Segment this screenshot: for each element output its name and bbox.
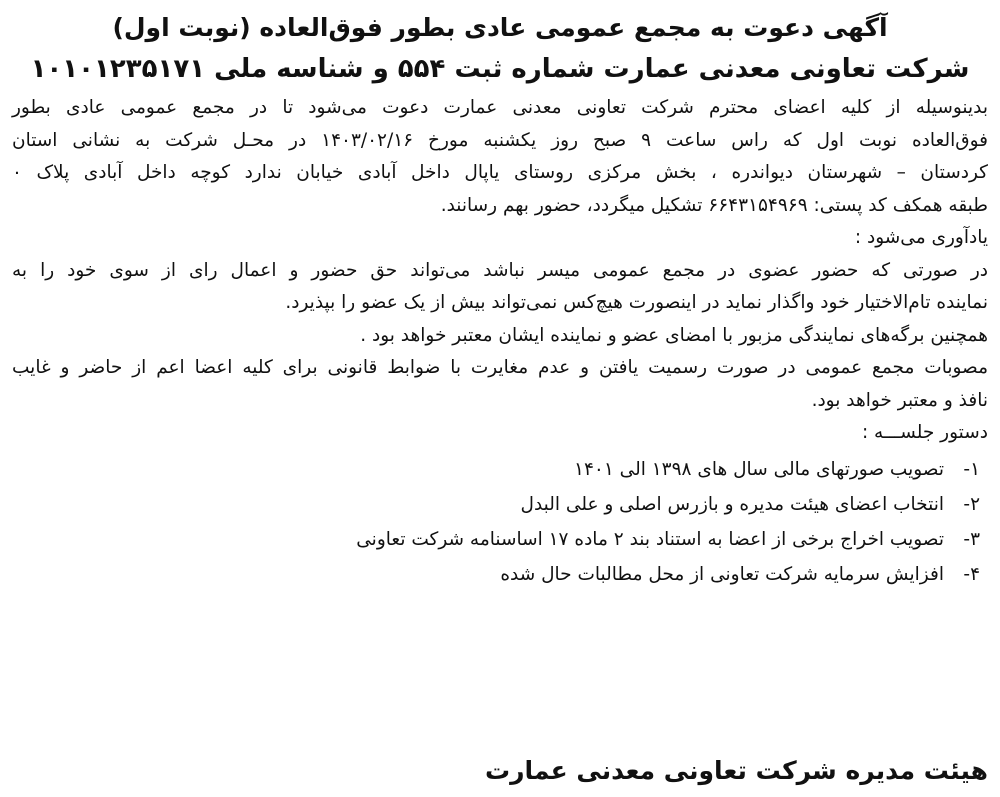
invitation-paragraph (12, 92, 988, 222)
proxy-line-2: نماینده تام‌الاختیار خود واگذار نماید در اینصورت هیچ‌کس نمی‌تواند بیش از یک عضو را بپذیرد. (285, 292, 988, 313)
agenda-label: دستور جلســـه : (861, 422, 988, 443)
agenda-item (12, 522, 980, 557)
proxy-line-1: در صورتی که حضور عضوی در مجمع عمومی میسر نباشد می‌تواند حق حضور و اعمال رای از سوی خود را به (12, 259, 988, 281)
resolutions-paragraph (12, 352, 988, 417)
announcement-title: آگهی دعوت به مجمع عمومی عادی بطور فوق‌العاده (نوبت اول) (112, 13, 888, 42)
agenda-list (12, 452, 988, 592)
resolutions-line-1: مصوبات مجمع عمومی در صورت رسمیت یافتن و عدم مغایرت با ضوابط قانونی برای کلیه اعضا اعم از حاضر و غایب (12, 357, 988, 378)
invitation-line-2: فوق‌العاده نوبت اول که راس ساعت ۹ صبح روز یکشنبه مورخ ۱۴۰۳/۰۲/۱۶ در محـل شرکت به نشانی استان (12, 129, 988, 151)
agenda-item-number: ۴- (963, 563, 980, 585)
invitation-line-4: طبقه همکف کد پستی: ۶۶۴۳۱۵۴۹۶۹ تشکیل میگردد، حضور بهم رسانند. (440, 194, 988, 216)
proxy-forms-note: همچنین برگه‌های نمایندگی مزبور با امضای عضو و نماینده ایشان معتبر خواهد بود . (360, 324, 988, 346)
agenda-item-text: تصویب صورتهای مالی سال های ۱۳۹۸ الی ۱۴۰۱ (574, 458, 944, 480)
agenda-item (12, 452, 980, 487)
resolutions-line-2: نافذ و معتبر خواهد بود. (811, 389, 988, 411)
agenda-item (12, 557, 980, 592)
agenda-item-text: انتخاب اعضای هیئت مدیره و بازرس اصلی و علی البدل (520, 493, 944, 515)
agenda-item-text: افزایش سرمایه شرکت تعاونی از محل مطالبات حال شده (500, 563, 944, 585)
agenda-item-number: ۱- (963, 458, 980, 480)
reminder-label: یادآوری می‌شود : (854, 227, 988, 248)
invitation-line-1: بدینوسیله از کلیه اعضای محترم شرکت تعاونی معدنی عمارت دعوت می‌شود تا در مجمع عمومی عادی بطور (12, 97, 988, 118)
invitation-line-3: کردستان – شهرستان دیواندره ، بخش مرکزی روستای یاپال داخل آبادی خیابان ندارد کوچه داخل آبادی پلاک ۰ (12, 162, 988, 183)
company-registration-title: شرکت تعاونی معدنی عمارت شماره ثبت ۵۵۴ و شناسه ملی ۱۰۱۰۱۲۳۵۱۷۱ (30, 54, 970, 84)
agenda-item-number: ۳- (963, 528, 980, 550)
agenda-item-number: ۲- (963, 493, 980, 515)
agenda-item-text: تصویب اخراج برخی از اعضا به استناد بند ۲ ماده ۱۷ اساسنامه شرکت تعاونی (356, 528, 944, 550)
board-signature: هیئت مدیره شرکت تعاونی معدنی عمارت (484, 756, 988, 785)
proxy-paragraph (12, 255, 988, 320)
agenda-item (12, 487, 980, 522)
